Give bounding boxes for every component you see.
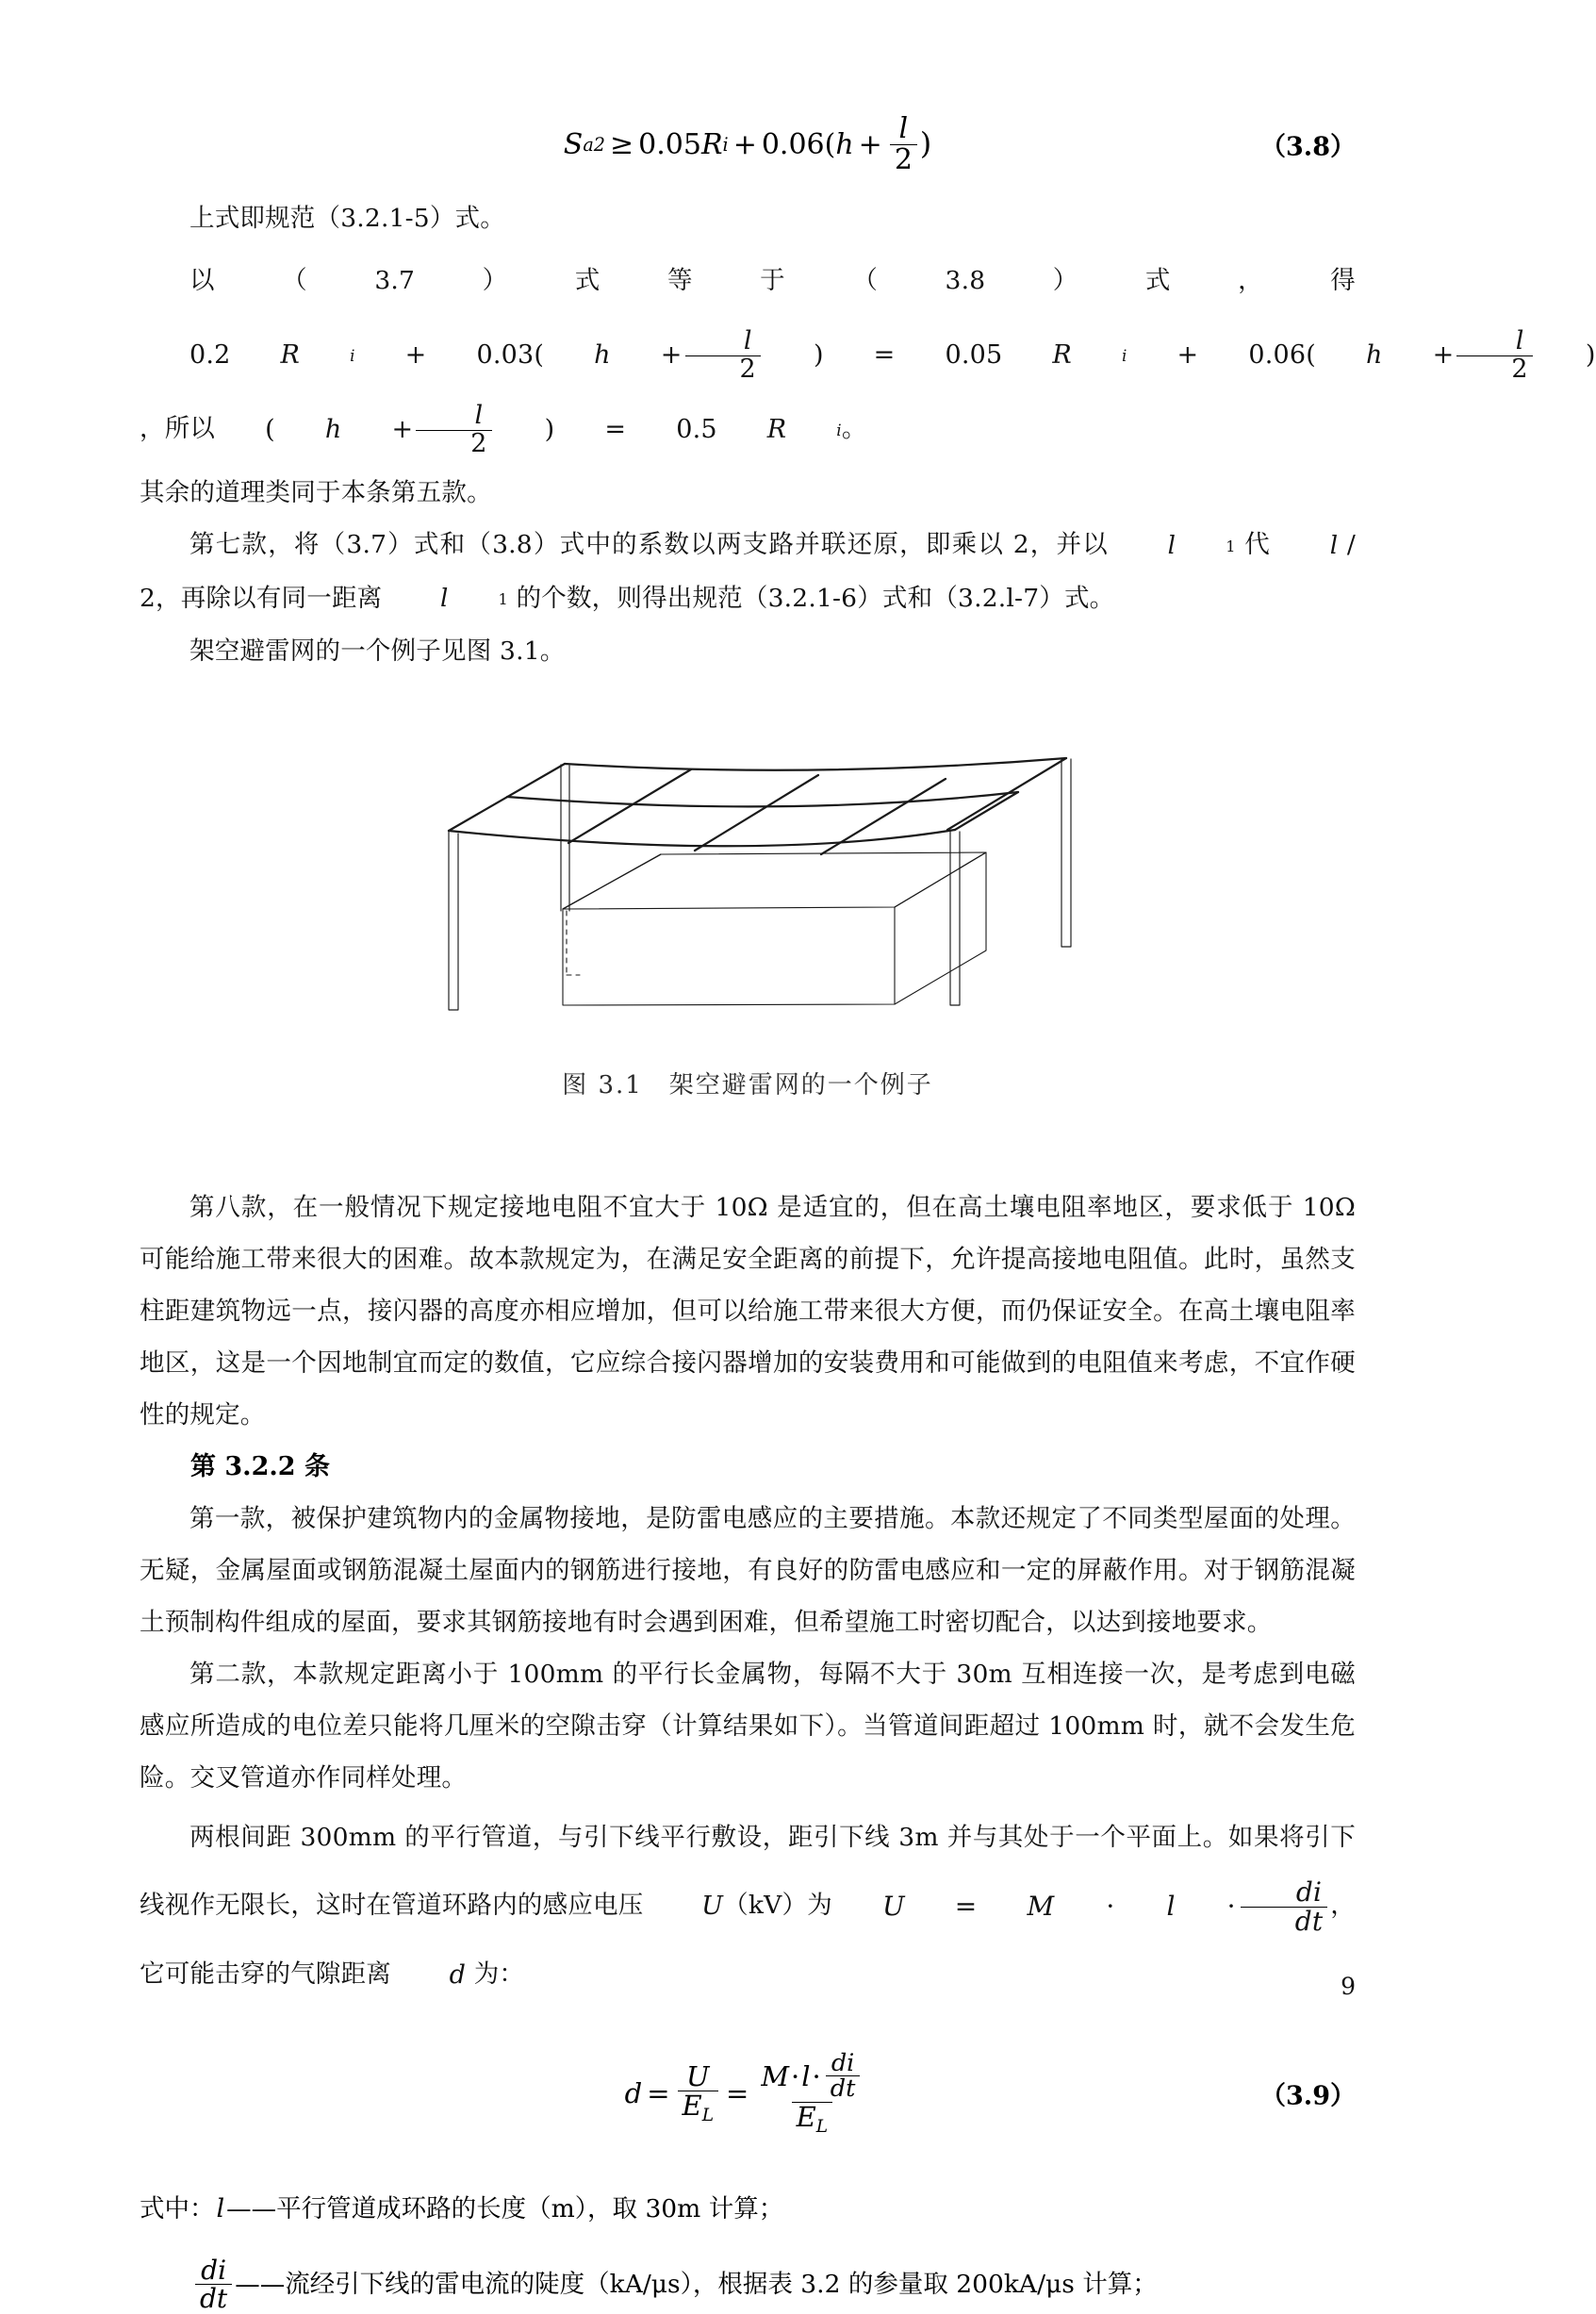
d-m1-var: R [280, 340, 301, 370]
eq39-d: d [624, 2076, 643, 2109]
down-conductor [563, 854, 661, 909]
d-m3-fd: 2 [416, 430, 491, 457]
c2b-frac [1241, 1878, 1328, 1935]
d-m1-close: ) [813, 340, 824, 370]
overhead-lightning-net-svg [418, 732, 1078, 1043]
eq38-frac-den: 2 [890, 144, 917, 175]
d-m2-h: h [1366, 340, 1383, 370]
eq38-frac-num: l [898, 112, 909, 145]
d-m2-frac [1456, 328, 1532, 383]
eq38-lhs-sub: a2 [583, 133, 606, 156]
clause7-part1: 第七款，将（3.7）式和（3.8）式中的系数以两支路并联还原，即乘以 2，并以 [189, 530, 1118, 559]
figure-3-1 [140, 732, 1356, 1043]
d-m3-plus: + [391, 415, 414, 444]
eq39-big-e: E [796, 2101, 816, 2134]
eq38-term2-plus: + [858, 127, 882, 161]
clause7-l3-sub: 1 [498, 590, 508, 608]
equation-3-9-number: （3.9） [1260, 2081, 1356, 2111]
eq39-didt [826, 2048, 861, 2104]
eq39-dt: dt [826, 2075, 861, 2102]
eq39-l: l [801, 2059, 811, 2092]
c2b-fd: dt [1241, 1907, 1328, 1935]
building-box [563, 852, 986, 1005]
equation-3-9 [624, 2048, 871, 2137]
eq39-di: di [831, 2048, 855, 2077]
where-label: 式中： [140, 2194, 215, 2223]
equation-3-8-row [140, 102, 1356, 187]
d-m3-open: ( [265, 415, 275, 444]
d-m3-var: R [766, 415, 787, 444]
overhead-net [449, 758, 1066, 854]
clause7-part2: 代 [1235, 530, 1280, 559]
derivation-math-3 [215, 393, 842, 467]
c2b-u: U [881, 1891, 905, 1922]
equation-3-9-row [140, 2023, 1356, 2164]
where-item-1 [140, 2185, 1356, 2234]
eq38-term1-var: R [700, 127, 723, 161]
where-item2-dash: —— [235, 2269, 286, 2299]
c2b-eq: = [954, 1891, 978, 1922]
d-m2-sub: i [1121, 346, 1127, 365]
eq38-term2-coef: 0.06( [761, 127, 836, 161]
d-m2-fd: 2 [1456, 355, 1532, 383]
c2b-l: l [1166, 1891, 1176, 1922]
paragraph-rest-same: 其余的道理类同于本条第五款。 [140, 478, 492, 507]
symbol-definition-list [140, 2185, 1356, 2313]
d-m2-close: ) [1585, 340, 1596, 370]
d-m1-h: h [594, 340, 611, 370]
page-content [140, 0, 1596, 2314]
d-m1-eq: = [873, 340, 896, 370]
derivation-tail: 。 [841, 414, 867, 443]
derivation-lead: 以（3.7）式等于（3.8）式，得 [189, 266, 1356, 295]
d-m1-coef: 0.2 [189, 340, 231, 370]
clause7-l-sub: 1 [1226, 537, 1236, 555]
d-m3-sub: i [836, 421, 842, 439]
d-m1-frac [685, 328, 761, 383]
d-m3-val: 0.5 [676, 415, 717, 444]
eq38-fraction [890, 114, 917, 174]
page-number: 9 [1341, 1973, 1356, 2000]
c2b-dot1: · [1106, 1891, 1115, 1922]
eq39-u-over-el [678, 2059, 719, 2125]
derivation-mid: ，所以 [140, 414, 216, 443]
eq39-big-den [792, 2102, 833, 2136]
eq39-el-e: E [682, 2090, 702, 2122]
paragraph-clause-seven [140, 519, 1356, 625]
where-item-2 [140, 2256, 1356, 2313]
d-m3-close: ) [544, 415, 555, 444]
d-m3-eq: = [604, 415, 627, 444]
eq38-plus: + [732, 127, 757, 161]
clause7-var-l3 [390, 573, 508, 625]
where-item2-text: 流经引下线的雷电流的陡度（kA/μs），根据表 3.2 的参量取 200kA/μs 计算； [285, 2269, 1158, 2299]
d-m1-sub: i [350, 346, 355, 365]
d-m3-frac [416, 403, 491, 457]
c2b-m: M [1027, 1891, 1055, 1922]
c2b-var-u: U [701, 1892, 724, 1921]
equation-3-8 [564, 114, 931, 174]
eq39-big-fraction [756, 2048, 867, 2137]
eq39-eq2: = [726, 2076, 749, 2109]
eq39-big-num [756, 2048, 867, 2104]
d-m1-hplus: + [660, 340, 683, 370]
where-item2-den: dt [195, 2284, 232, 2312]
where-item2-num: di [201, 2255, 227, 2286]
clause7-l: l [1167, 531, 1176, 560]
derivation-math-1 [140, 319, 1596, 392]
d-m2-coef: 0.05 [945, 340, 1003, 370]
eq39-m: M [761, 2059, 790, 2092]
paragraph-clause-two: 第二款，本款规定距离小于 100mm 的平行长金属物，每隔不大于 30m 互相连接一次，是考虑到电磁感应所造成的电位差只能将几厘米的空隙击穿（计算结果如下）。当管道间距超过 100mm 时，就不会发生危险。交叉管道亦作同样处理。 [140, 1660, 1356, 1793]
c2b-dot2: · [1226, 1891, 1236, 1922]
d-m3-fn: l [474, 401, 484, 431]
paragraph-clause-one: 第一款，被保护建筑物内的金属物接地，是防雷电感应的主要措施。本款还规定了不同类型屋面的处理。无疑，金属屋面或钢筋混凝土屋面内的钢筋进行接地，有良好的防雷电感应和一定的屏蔽作用。对于钢筋混凝土预制构件组成的屋面，要求其钢筋接地有时会遇到困难，但希望施工时密切配合，以达到接地要求。 [140, 1504, 1356, 1637]
eq38-rel: ≥ [610, 127, 634, 161]
d-m2-hplus: + [1432, 340, 1455, 370]
eq39-dot2: · [812, 2059, 821, 2092]
equation-3-8-number: （3.8） [1260, 132, 1356, 162]
clause7-l3: l [439, 585, 449, 613]
clause7-part3: / 2，再除以有同一距离 [140, 530, 1356, 613]
d-m1-c2: 0.03( [476, 340, 545, 370]
top-spacer [140, 0, 1356, 102]
paragraph-equality-derivation [140, 244, 1596, 467]
eq39-el [678, 2091, 719, 2124]
eq38-term1-sub: i [722, 133, 729, 156]
c2b-fn: di [1295, 1876, 1323, 1909]
c2b-inline-formula [832, 1873, 1330, 1941]
eq38-lhs: S [563, 127, 584, 161]
c2b-part1: 两根间距 300mm 的平行管道，与引下线平行敷设，距引下线 3m 并与其处于一个平面上。如果将引下线视作无限长，这时在管道环路内的感应电压 [140, 1823, 1356, 1920]
where-item1-symbol: l [216, 2194, 225, 2223]
clause7-part4: 的个数，则得出规范（3.2.1-6）式和（3.2.l-7）式。 [507, 583, 1115, 613]
paragraph-figure-reference: 架空避雷网的一个例子见图 3.1。 [189, 636, 566, 666]
d-m1-plus: + [404, 340, 427, 370]
eq39-big-e-sub: L [815, 2117, 829, 2137]
eq39-el-sub: L [701, 2105, 715, 2125]
hidden-edge-dashed [567, 911, 580, 975]
where-item1-text: 平行管道成环路的长度（m），取 30m 计算； [276, 2194, 784, 2223]
figure-3-1-caption: 图 3.1 架空避雷网的一个例子 [562, 1071, 933, 1099]
d-m1-fn: l [743, 326, 752, 356]
d-m1-fd: 2 [685, 355, 761, 383]
eq39-eq1: = [647, 2076, 670, 2109]
c2b-part2: （kV）为 [723, 1891, 832, 1920]
d-m3-h: h [324, 415, 342, 444]
eq38-term1-coef: 0.05 [638, 127, 701, 161]
eq39-dot1: · [791, 2059, 800, 2092]
section-heading-3-2-2: 第 3.2.2 条 [190, 1452, 330, 1481]
d-m2-var: R [1052, 340, 1072, 370]
d-m2-c2: 0.06( [1248, 340, 1316, 370]
eq38-term2-var: h [835, 127, 854, 161]
where-item2-fraction [195, 2256, 232, 2313]
c2b-part3: ，它可能击穿的气隙距离 [140, 1891, 1357, 1989]
paragraph-clause-eight: 第八款，在一般情况下规定接地电阻不宜大于 10Ω 是适宜的，但在高土壤电阻率地区，要求低于 10Ω 可能给施工带来很大的困难。故本款规定为，在满足安全距离的前提下，允许提高接地电阻值。此时，虽然支柱距建筑物远一点，接闪器的高度亦相应增加，但可以给施工带来很大方便，而仍保证安全。在高土壤电阻率地区，这是一个因地制宜而定的数值，它应综合接闪器增加的安装费用和可能做到的电阻值来考虑，不宜作硬性的规定。 [140, 1193, 1356, 1430]
d-m2-fn: l [1515, 326, 1524, 356]
eq39-u: U [686, 2059, 710, 2092]
clause7-var-l2: l [1329, 531, 1339, 560]
clause7-var-l1 [1118, 521, 1236, 572]
c2b-var-d: d [449, 1960, 467, 1990]
paragraph-clause-two-b [140, 1804, 1356, 2009]
d-m2-plus: + [1176, 340, 1199, 370]
c2b-part4: 为： [466, 1959, 525, 1989]
paragraph-formula-ref: 上式即规范（3.2.1-5）式。 [189, 204, 505, 233]
where-item1-dash: —— [226, 2194, 277, 2223]
eq38-close-paren: ) [919, 127, 932, 161]
